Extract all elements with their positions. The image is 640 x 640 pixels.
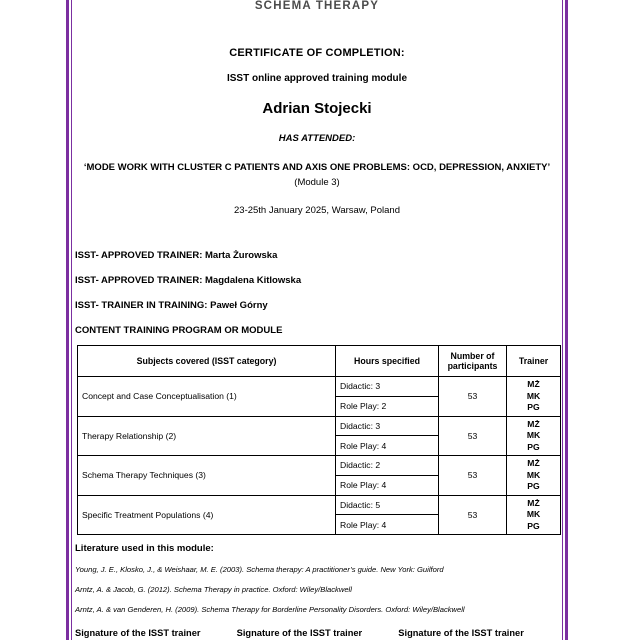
row-hours-didactic: Didactic: 3: [336, 416, 439, 436]
table-header-subjects: Subjects covered (ISST category): [78, 346, 336, 377]
course-date-location: 23-25th January 2025, Warsaw, Poland: [234, 205, 400, 216]
row-trainer-1: MŻ: [527, 379, 540, 389]
organization-title: SCHEMA THERAPY: [254, 0, 380, 12]
row-trainers: [507, 416, 561, 456]
row-hours-didactic: Didactic: 3: [336, 377, 439, 397]
certificate-content: [74, 0, 560, 640]
literature-item-2: Arntz, A. & Jacob, G. (2012). Schema Therapy in practice. Oxford: Wiley/Blackwell: [75, 585, 352, 594]
row-trainer-3: PG: [527, 520, 540, 531]
trainer-line-1: ISST- APPROVED TRAINER: Marta Żurowska: [75, 250, 278, 261]
trainer-line-2: ISST- APPROVED TRAINER: Magdalena Kitlowska: [75, 275, 302, 286]
right-border-decoration: [565, 0, 568, 640]
course-module-number: (Module 3): [294, 177, 340, 188]
recipient-name: Adrian Stojecki: [262, 100, 372, 117]
row-trainer-3: PG: [527, 402, 540, 412]
row-hours-didactic: Didactic: 2: [336, 456, 439, 476]
certificate-module-line: ISST online approved training module: [226, 73, 407, 84]
literature-item-3: Arntz, A. & van Genderen, H. (2009). Schema Therapy for Borderline Personality Disorders. Oxford: Wiley/Blackwell: [75, 605, 465, 614]
row-participants: 53: [439, 377, 507, 417]
row-trainers: [507, 456, 561, 496]
content-program-label: CONTENT TRAINING PROGRAM OR MODULE: [75, 325, 283, 336]
course-title: ‘MODE WORK WITH CLUSTER C PATIENTS AND AXIS ONE PROBLEMS: OCD, DEPRESSION, ANXIETY’: [83, 162, 551, 173]
has-attended-label: HAS ATTENDED:: [278, 133, 356, 144]
row-participants: 53: [439, 495, 507, 535]
literature-heading: Literature used in this module:: [75, 543, 214, 554]
row-trainer-3: PG: [527, 441, 540, 452]
signature-label-2: Signature of the ISST trainer: [236, 628, 363, 638]
row-trainer-2: MK: [526, 509, 541, 519]
left-border-inner-decoration: [71, 0, 72, 640]
table-header-trainer: Trainer: [507, 346, 561, 377]
row-subject: Schema Therapy Techniques (3): [78, 456, 336, 496]
row-subject: Specific Treatment Populations (4): [78, 495, 336, 535]
row-hours-roleplay: Role Play: 2: [336, 396, 439, 416]
table-row: [78, 416, 561, 436]
row-trainer-1: MŻ: [527, 497, 540, 508]
table-row: [78, 377, 561, 397]
row-trainer-1: MŻ: [527, 458, 540, 468]
row-trainers: [507, 495, 561, 535]
left-border-decoration: [66, 0, 69, 640]
row-participants: 53: [439, 456, 507, 496]
row-participants: 53: [439, 416, 507, 456]
row-trainer-2: MK: [526, 430, 541, 440]
row-hours-roleplay: Role Play: 4: [336, 515, 439, 535]
row-hours-roleplay: Role Play: 4: [336, 475, 439, 495]
row-hours-didactic: Didactic: 5: [336, 495, 439, 515]
signature-row: [74, 628, 560, 638]
row-trainer-3: PG: [527, 481, 540, 491]
table-header-row: [78, 346, 561, 377]
table-row: [78, 495, 561, 515]
row-trainer-1: MŻ: [527, 418, 540, 429]
row-subject: Therapy Relationship (2): [78, 416, 336, 456]
trainer-line-3: ISST- TRAINER IN TRAINING: Paweł Górny: [75, 300, 268, 311]
trainers-list: [74, 250, 560, 311]
row-trainer-2: MK: [526, 390, 541, 401]
table-header-hours: Hours specified: [336, 346, 439, 377]
row-trainers: [507, 377, 561, 417]
table-row: [78, 456, 561, 476]
right-border-inner-decoration: [562, 0, 563, 640]
row-trainer-2: MK: [526, 469, 541, 480]
training-content-table: [77, 345, 561, 535]
signature-label-3: Signature of the ISST trainer: [398, 628, 524, 638]
certificate-title: CERTIFICATE OF COMPLETION:: [229, 47, 405, 59]
table-header-participants: Number of participants: [439, 346, 507, 377]
signature-label-1: Signature of the ISST trainer: [75, 628, 201, 638]
row-subject: Concept and Case Conceptualisation (1): [78, 377, 336, 417]
literature-item-1: Young, J. E., Klosko, J., & Weishaar, M. E. (2003). Schema therapy: A practitioner’s guide. New York: Guilford: [75, 565, 444, 574]
row-hours-roleplay: Role Play: 4: [336, 436, 439, 456]
